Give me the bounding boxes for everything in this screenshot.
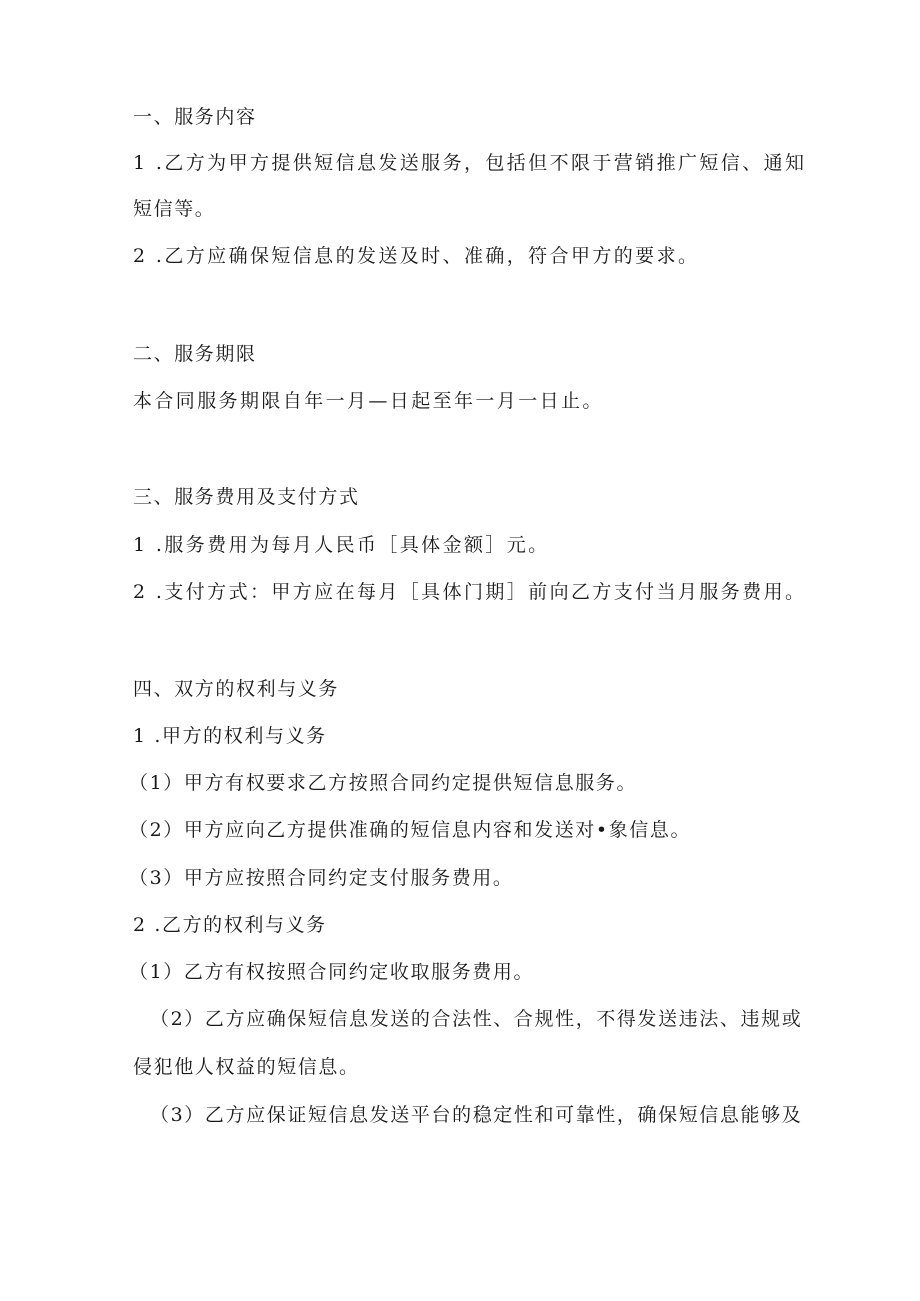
paragraph-line: 2 .乙方应确保短信息的发送及时、准确，符合甲方的要求。 xyxy=(133,245,700,267)
paragraph-line: 2 .乙方的权利与义务 xyxy=(133,914,327,936)
section-heading-2: 二、服务期限 xyxy=(133,343,257,365)
section-heading-4: 四、双方的权利与义务 xyxy=(133,678,340,700)
paragraph-line: 2 .支付方式：甲方应在每月［具体门期］前向乙方支付当月服务费用。 xyxy=(133,581,807,603)
paragraph-line: （3）甲方应按照合同约定支付服务费用。 xyxy=(129,867,514,889)
paragraph-line: 1 .甲方的权利与义务 xyxy=(133,725,327,747)
section-heading-3: 三、服务费用及支付方式 xyxy=(133,486,360,508)
paragraph-line: （1）乙方有权按照合同约定收取服务费用。 xyxy=(129,961,535,983)
paragraph-line: 1 .服务费用为每月人民币［具体金额］元。 xyxy=(133,534,550,556)
paragraph-line: 侵犯他人权益的短信息。 xyxy=(133,1056,360,1078)
section-heading-1: 一、服务内容 xyxy=(133,106,257,128)
paragraph-line: 1 .乙方为甲方提供短信息发送服务，包括但不限于营销推广短信、通知 xyxy=(133,152,807,174)
paragraph-line: （2）甲方应向乙方提供准确的短信息内容和发送对•象信息。 xyxy=(129,819,692,841)
paragraph-line: （3）乙方应保证短信息发送平台的稳定性和可靠性，确保短信息能够及 xyxy=(150,1104,803,1126)
paragraph-line: （2）乙方应确保短信息发送的合法性、合规性，不得发送违法、违规或 xyxy=(150,1008,803,1030)
paragraph-line: （1）甲方有权要求乙方按照合同约定提供短信息服务。 xyxy=(129,772,638,794)
paragraph-line: 本合同服务期限自年一月—日起至年一月一日止。 xyxy=(133,390,604,412)
paragraph-line: 短信等。 xyxy=(133,198,216,220)
